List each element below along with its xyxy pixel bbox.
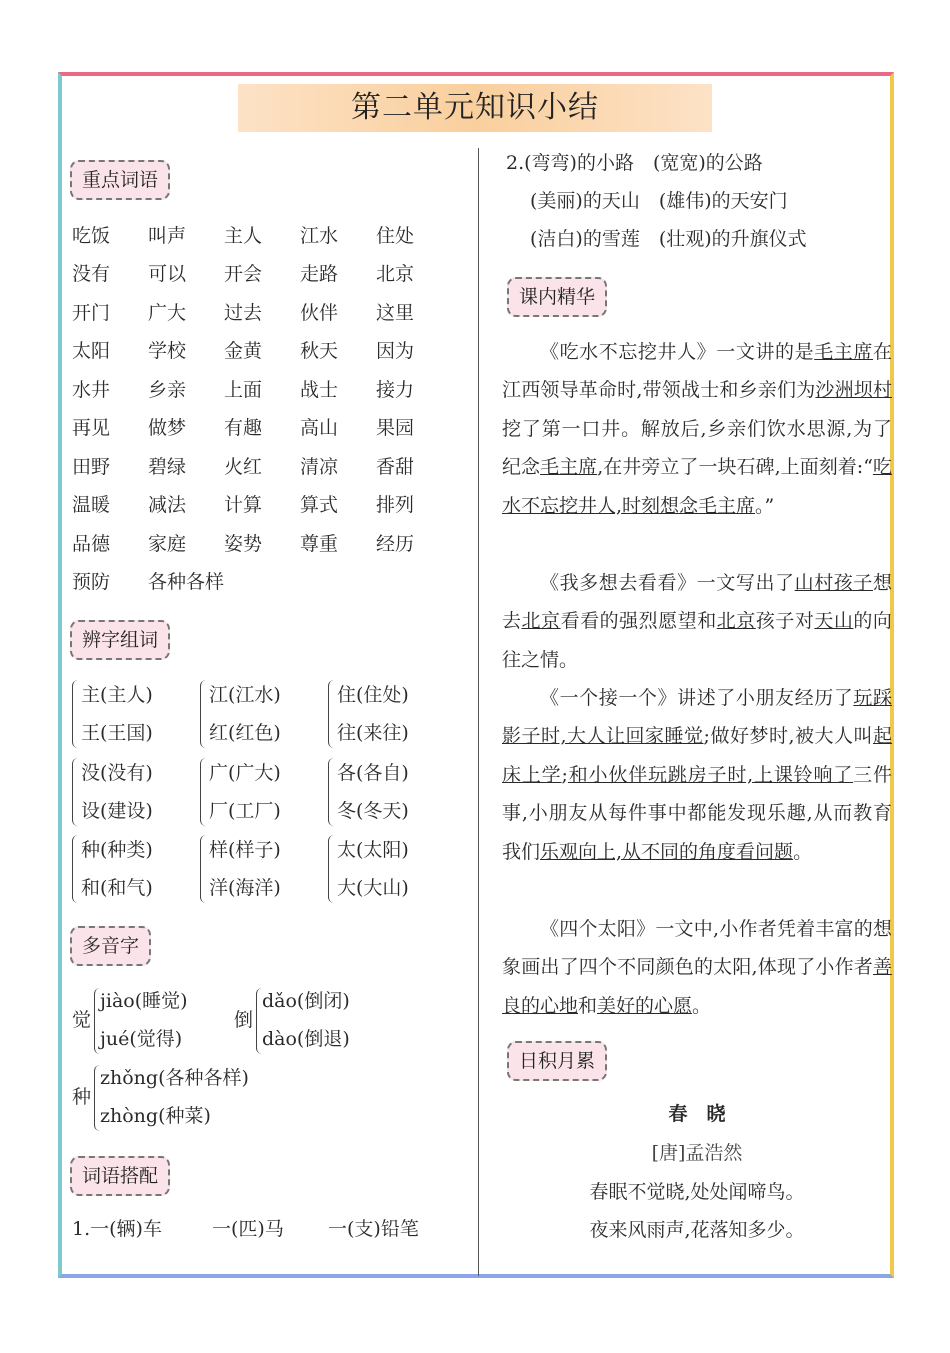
word: 高山 — [300, 417, 339, 439]
text: ;做好梦时,被大人叫 — [703, 725, 873, 748]
text: 《四个太阳》一文中,小作者凭着丰富的想象画出了四个不同颜色的太阳,体现了小作者 — [502, 918, 892, 979]
word: 计算 — [224, 494, 263, 516]
char-pair — [200, 754, 330, 830]
pair-line: 冬(冬天) — [337, 800, 409, 822]
brace — [328, 835, 335, 903]
word: 排列 — [376, 494, 415, 516]
word: 广大 — [148, 302, 187, 324]
word: 伙伴 — [300, 302, 339, 324]
word: 各种各样 — [148, 571, 225, 593]
word: 上面 — [224, 379, 263, 401]
char-pair — [328, 831, 458, 907]
section-lesson: 课内精华 — [507, 277, 607, 317]
word: 江水 — [300, 225, 339, 247]
char-pair — [328, 754, 458, 830]
pair-line: 厂(工厂) — [209, 800, 281, 822]
pair-line: 红(红色) — [209, 722, 281, 744]
text: ; — [561, 763, 568, 786]
word: 叫声 — [148, 225, 187, 247]
text: 三件事,小朋友从每件事中都能发现乐趣,从而教育我们 — [502, 763, 892, 863]
brace — [200, 835, 207, 903]
polyphone-item — [234, 982, 434, 1058]
text: 。” — [755, 494, 775, 517]
pair-line: 没(没有) — [81, 762, 153, 784]
word: 预防 — [72, 571, 111, 593]
word: 住处 — [376, 225, 415, 247]
word: 因为 — [376, 340, 415, 362]
underlined-answer: 乐观向上,从不同的角度看问题 — [540, 840, 794, 863]
collocation-item: 一(匹)马 — [212, 1218, 284, 1240]
text: 挖了第一口井。解放后,乡亲们饮水思源,为了纪念 — [502, 417, 892, 479]
polyphone-char: 觉 — [72, 1009, 92, 1031]
word: 主人 — [224, 225, 263, 247]
word: 再见 — [72, 417, 111, 439]
word: 火红 — [224, 456, 263, 478]
underlined-answer: 北京 — [521, 610, 561, 633]
lesson-paragraph-1 — [502, 333, 892, 525]
text: 《吃水不忘挖井人》一文讲的是 — [540, 341, 815, 363]
page-title: 第二单元知识小结 — [351, 90, 599, 125]
pair-line: 大(大山) — [337, 877, 409, 899]
section-polyphone: 多音字 — [70, 926, 151, 966]
poem-title: 春 晓 — [668, 1103, 726, 1125]
underlined-answer: 毛主席 — [540, 456, 598, 479]
brace — [328, 680, 335, 748]
word: 碧绿 — [148, 456, 187, 478]
word: 北京 — [376, 263, 415, 285]
poem-line: 夜来风雨声,花落知多少。 — [589, 1219, 805, 1241]
lesson-paragraph-4 — [502, 910, 892, 1025]
word: 算式 — [300, 494, 339, 516]
word: 品德 — [72, 533, 111, 555]
text: 。 — [692, 994, 712, 1017]
word: 没有 — [72, 263, 111, 285]
text: 在江西领导革命时,带领战士和乡亲们为 — [502, 341, 892, 402]
word: 吃饭 — [72, 225, 111, 247]
word: 温暖 — [72, 494, 111, 516]
collocation-item: 1.一(辆)车 — [72, 1218, 162, 1240]
word: 有趣 — [224, 417, 263, 439]
poem-author: [唐]孟浩然 — [651, 1142, 743, 1164]
underlined-answer: 毛主席 — [814, 341, 873, 363]
word: 金黄 — [224, 340, 263, 362]
word: 开会 — [224, 263, 263, 285]
char-pair — [72, 831, 202, 907]
word: 太阳 — [72, 340, 111, 362]
brace — [72, 680, 79, 748]
section-collocation: 词语搭配 — [70, 1156, 170, 1196]
pair-line: 江(江水) — [209, 684, 281, 706]
underlined-answer: 北京 — [716, 610, 756, 633]
collocation-line: 2.(弯弯)的小路 (宽宽)的公路 — [506, 152, 763, 174]
pair-line: 和(和气) — [81, 877, 153, 899]
word: 走路 — [300, 263, 339, 285]
word: 尊重 — [300, 533, 339, 555]
word: 可以 — [148, 263, 187, 285]
pinyin-reading: zhòng(种菜) — [100, 1105, 211, 1127]
section-key-words: 重点词语 — [70, 160, 170, 200]
text: 。 — [793, 840, 813, 863]
underlined-answer: 玩踩影子时,大人让回家睡觉 — [502, 687, 892, 748]
collocation-item: 一(支)铅笔 — [328, 1218, 419, 1240]
pinyin-reading: jué(觉得) — [100, 1028, 183, 1050]
poem-line: 春眠不觉晓,处处闻啼鸟。 — [589, 1181, 805, 1203]
char-pair — [200, 831, 330, 907]
pair-line: 主(主人) — [81, 684, 153, 706]
word: 做梦 — [148, 417, 187, 439]
char-pair — [72, 754, 202, 830]
underlined-answer: 和小伙伴玩跳房子时,上课铃响了 — [567, 763, 854, 786]
brace — [200, 680, 207, 748]
pair-line: 王(王国) — [81, 722, 153, 744]
polyphone-char: 种 — [72, 1086, 92, 1108]
word: 经历 — [376, 533, 415, 555]
pinyin-reading: dào(倒退) — [262, 1028, 350, 1050]
pair-line: 各(各自) — [337, 762, 409, 784]
word: 田野 — [72, 456, 111, 478]
pair-line: 设(建设) — [81, 800, 153, 822]
pinyin-reading: jiào(睡觉) — [100, 990, 188, 1012]
text: 孩子对 — [755, 610, 815, 633]
brace — [72, 835, 79, 903]
pinyin-reading: zhǒng(各种各样) — [100, 1067, 249, 1089]
word: 学校 — [148, 340, 187, 362]
word: 香甜 — [376, 456, 415, 478]
text: 和 — [578, 994, 598, 1017]
char-pair — [72, 676, 202, 752]
underlined-answer: 天山 — [814, 610, 854, 633]
text: 《我多想去看看》一文写出了 — [540, 572, 795, 594]
brace — [328, 758, 335, 826]
word: 这里 — [376, 302, 415, 324]
collocation-line: (洁白)的雪莲 (壮观)的升旗仪式 — [530, 228, 807, 250]
word: 家庭 — [148, 533, 187, 555]
word: 果园 — [376, 417, 415, 439]
underlined-answer: 吃水不忘挖井人,时刻想念毛主席 — [502, 456, 892, 517]
text: ,在井旁立了一块石碑,上面刻着:“ — [597, 456, 873, 479]
word: 战士 — [300, 379, 339, 401]
word: 乡亲 — [148, 379, 187, 401]
word: 过去 — [224, 302, 263, 324]
word: 减法 — [148, 494, 187, 516]
underlined-answer: 起床上学 — [502, 725, 892, 786]
section-daily: 日积月累 — [507, 1041, 607, 1081]
pair-line: 洋(海洋) — [209, 877, 281, 899]
lesson-paragraph-3 — [502, 679, 892, 871]
brace — [72, 758, 79, 826]
section-distinguish: 辨字组词 — [70, 620, 170, 660]
underlined-answer: 山村孩子 — [794, 572, 873, 594]
polyphone-char: 倒 — [234, 1009, 254, 1031]
underlined-answer: 善良的心地 — [502, 956, 892, 1017]
pair-line: 广(广大) — [209, 762, 281, 784]
pair-line: 太(太阳) — [337, 839, 409, 861]
word: 开门 — [72, 302, 111, 324]
word: 水井 — [72, 379, 111, 401]
pair-line: 种(种类) — [81, 839, 153, 861]
word: 清凉 — [300, 456, 339, 478]
word: 姿势 — [224, 533, 263, 555]
pair-line: 往(来往) — [337, 722, 409, 744]
underlined-answer: 美好的心愿 — [597, 994, 693, 1017]
char-pair — [200, 676, 330, 752]
word: 秋天 — [300, 340, 339, 362]
text: 《一个接一个》讲述了小朋友经历了 — [540, 687, 854, 709]
lesson-paragraph-2 — [502, 564, 892, 679]
char-pair — [328, 676, 458, 752]
column-divider — [478, 148, 479, 1276]
brace — [200, 758, 207, 826]
text: 想去 — [502, 572, 892, 633]
underlined-answer: 沙洲坝村 — [815, 379, 892, 402]
word: 接力 — [376, 379, 415, 401]
collocation-line: (美丽)的天山 (雄伟)的天安门 — [530, 190, 788, 212]
pinyin-reading: dǎo(倒闭) — [262, 990, 350, 1012]
text: 看看的强烈愿望和 — [560, 610, 717, 633]
pair-line: 住(住处) — [337, 684, 409, 706]
text: 的向往之情。 — [502, 610, 892, 671]
pair-line: 样(样子) — [209, 839, 281, 861]
polyphone-item — [72, 1059, 332, 1135]
